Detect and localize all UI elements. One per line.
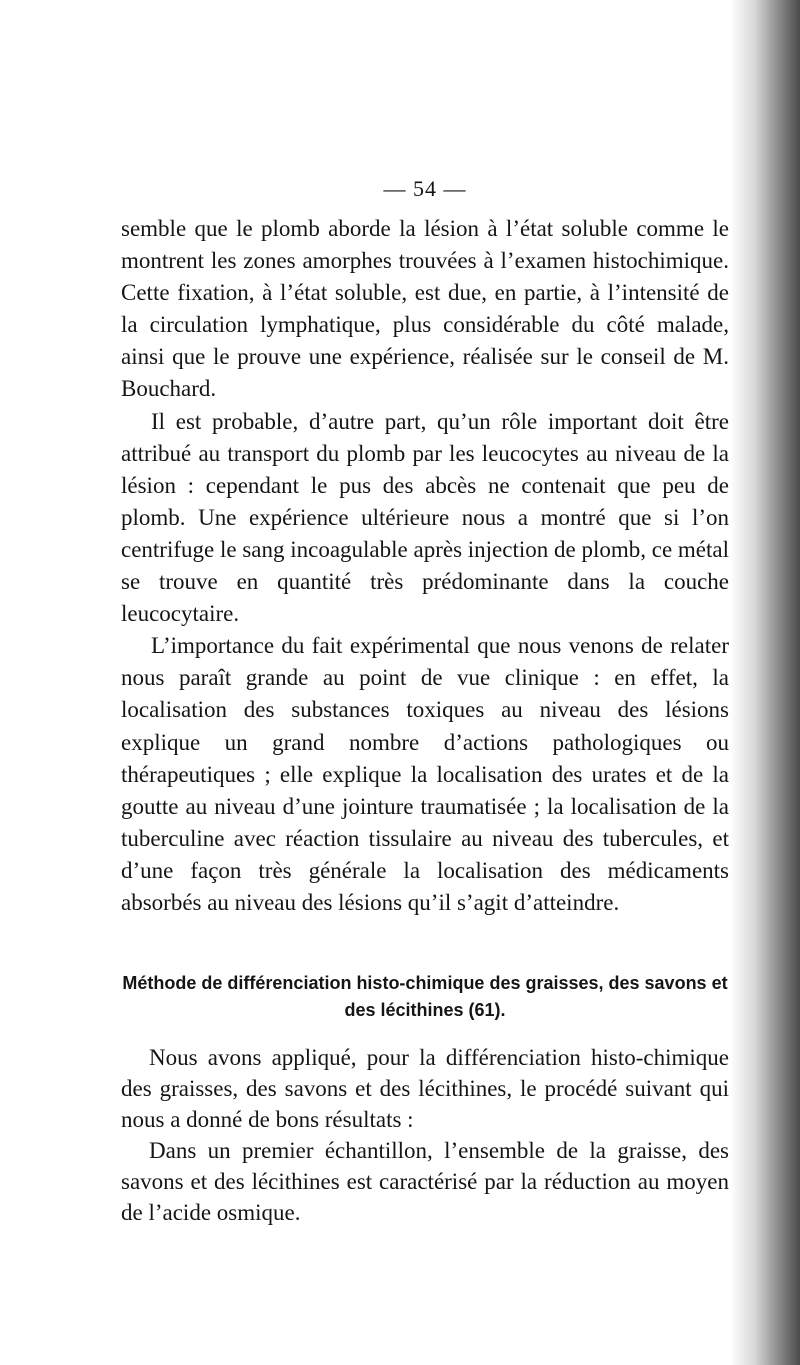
page-number: — 54 — bbox=[383, 176, 467, 201]
section-heading: Méthode de différenciation histo-chimique des graisses, des savons et des lécithines (61). bbox=[122, 973, 728, 1020]
paragraph-first-sample: Dans un premier échantillon, l’ensemble de la graisse, des savons et des lécithines est caractérisé par la réduction au moyen de l’acide osmique. bbox=[121, 1138, 729, 1225]
body-text-bottom bbox=[121, 1042, 729, 1228]
scan-edge-shadow bbox=[730, 0, 800, 1365]
body-text-top bbox=[121, 213, 729, 919]
paragraph-clinical-importance: L’importance du fait expérimental que nous venons de relater nous paraît grande au point de vue clinique : en effet, la localisation des substances toxiques au niveau des lésions explique un grand nombre d’actions pathologiques ou thérapeutiques ; elle explique la localisation des urates et de la goutte au niveau d’une jointure traumatisée ; la localisation de la tuberculine avec réaction tissulaire au niveau des tubercules, et d’une façon très générale la localisation des médicaments absorbés au niveau des lésions qu’il s’agit d’atteindre. bbox=[121, 633, 729, 915]
paragraph-leucocytes: Il est probable, d’autre part, qu’un rôle important doit être attribué au transport du plomb par les leucocytes au niveau de la lésion : cependant le pus des abcès ne contenait que peu de plomb. Une expérience ultérieure nous a montré que si l’on centrifuge le sang incoagulable après injection de plomb, ce métal se trouve en quantité très prédominante dans la couche leucocytaire. bbox=[121, 408, 729, 627]
paragraph-continuation: semble que le plomb aborde la lésion à l’état soluble comme le montrent les zones amorphes trouvées à l’examen histochimique. Cette fixation, à l’état soluble, est due, en partie, à l’intensité de la circulation lymphatique, plus considérable du côté malade, ainsi que le prouve une expérience, réalisée sur le conseil de M. Bouchard. bbox=[121, 216, 729, 402]
paragraph-method-intro: Nous avons appliqué, pour la différenciation histo-chimique des graisses, des savons et des lécithines, le procédé suivant qui nous a donné de bons résultats : bbox=[121, 1045, 729, 1132]
book-page bbox=[121, 0, 729, 1365]
